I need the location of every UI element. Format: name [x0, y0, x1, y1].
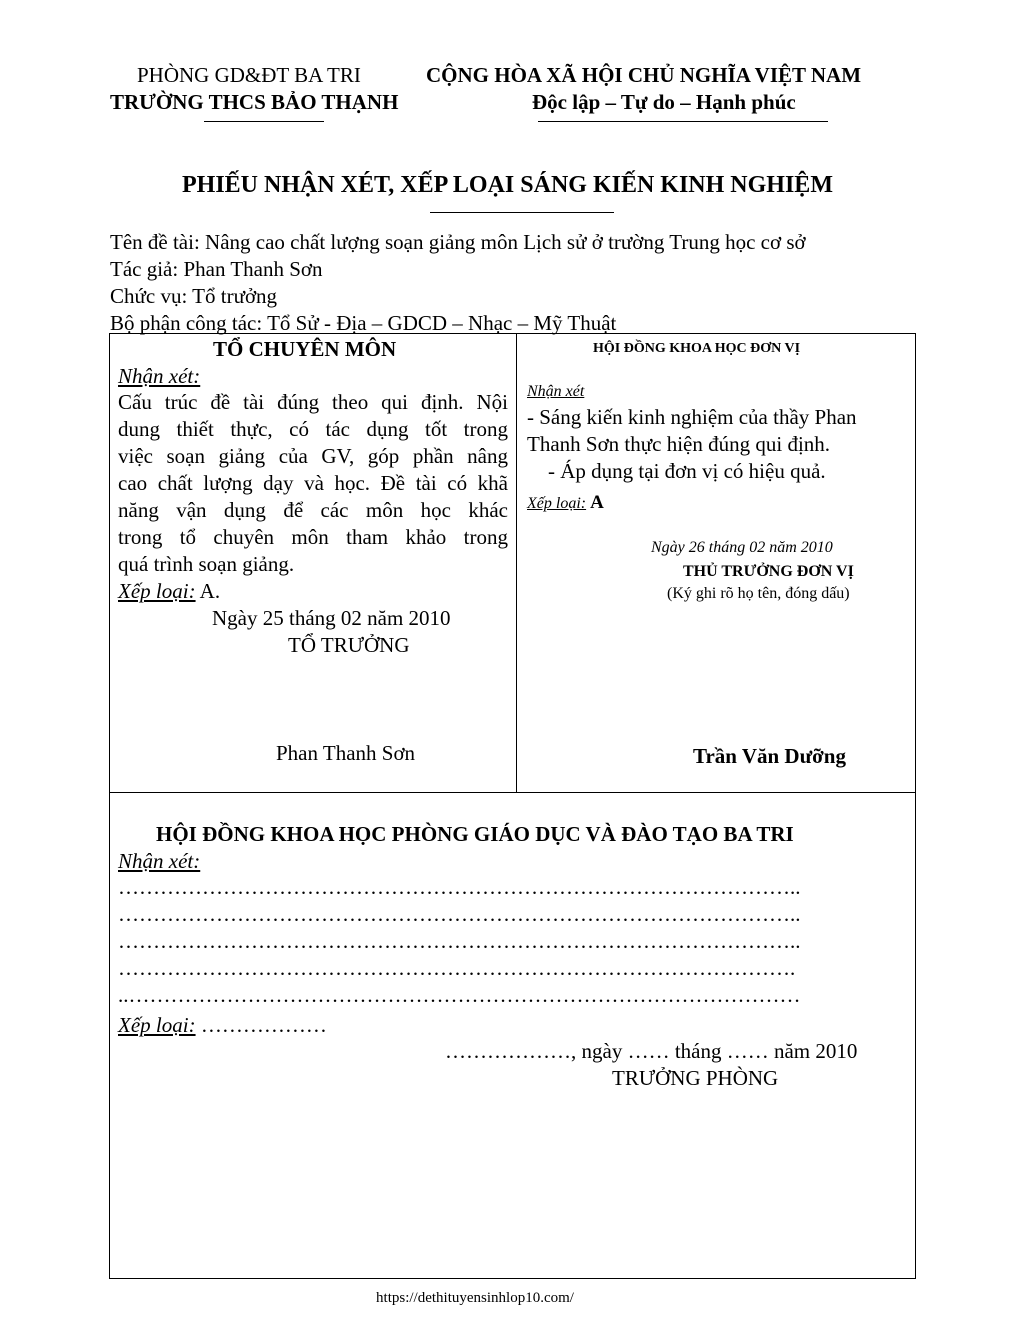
- left-grade-label: Xếp loại:: [118, 579, 196, 603]
- left-signer: Phan Thanh Sơn: [276, 741, 416, 765]
- comment-dot-line: ..……………………………………………………………………………………: [118, 983, 801, 1007]
- right-comment-label: Nhận xét: [527, 383, 585, 400]
- bottom-grade: [118, 1012, 327, 1038]
- motto-underline: [538, 121, 828, 122]
- right-role: THỦ TRƯỞNG ĐƠN VỊ: [683, 563, 854, 580]
- comment-dot-line: ……………………………………………………………………………………..: [118, 902, 801, 926]
- department-name: PHÒNG GD&ĐT BA TRI: [137, 63, 361, 87]
- right-grade-value: A: [590, 492, 604, 513]
- bottom-role: TRƯỞNG PHÒNG: [612, 1066, 779, 1090]
- left-comment-text: [118, 389, 508, 578]
- left-comment-line: Cấu trúc đề tài đúng theo qui định. Nội: [118, 390, 508, 414]
- country-name: CỘNG HÒA XÃ HỘI CHỦ NGHĨA VIỆT NAM: [426, 63, 862, 87]
- right-comment-line: - Sáng kiến kinh nghiệm của thầy Phan: [527, 405, 857, 429]
- row-divider: [109, 792, 916, 793]
- left-comment-line: năng vận dụng để các môn học khác: [118, 498, 508, 522]
- column-divider: [516, 333, 517, 793]
- comment-dot-line: ……………………………………………………………………………………..: [118, 929, 801, 953]
- left-comment-line: trong tổ chuyên môn tham khảo trong: [118, 525, 508, 549]
- footer-url: https://dethituyensinhlop10.com/: [376, 1290, 574, 1306]
- bottom-comment-label: Nhận xét:: [118, 849, 201, 873]
- left-comment-label: Nhận xét:: [118, 364, 201, 388]
- school-underline: [204, 121, 324, 122]
- national-motto: Độc lập – Tự do – Hạnh phúc: [532, 90, 796, 114]
- bottom-panel-heading: HỘI ĐỒNG KHOA HỌC PHÒNG GIÁO DỤC VÀ ĐÀO TẠO BA TRI: [156, 822, 794, 846]
- position-line: Chức vụ: Tổ trưởng: [110, 284, 278, 308]
- right-signer: Trần Văn Dưỡng: [693, 744, 846, 768]
- comment-dot-line: …………………………………………………………………………………….: [118, 956, 796, 980]
- title-underline: [430, 212, 614, 213]
- right-date: Ngày 26 tháng 02 năm 2010: [651, 539, 833, 556]
- right-panel-heading: HỘI ĐỒNG KHOA HỌC ĐƠN VỊ: [593, 341, 801, 356]
- school-name: TRƯỜNG THCS BẢO THẠNH: [110, 90, 399, 114]
- department-line: Bộ phận công tác: Tổ Sử - Địa – GDCD – Nhạc – Mỹ Thuật: [110, 311, 617, 335]
- left-comment-line: dung thiết thực, có tác dụng tốt trong: [118, 417, 508, 441]
- left-comment-line: việc soạn giảng của GV, góp phần nâng: [118, 444, 508, 468]
- left-grade-value: A.: [195, 579, 221, 603]
- left-comment-line: quá trình soạn giảng.: [118, 552, 295, 576]
- left-date: Ngày 25 tháng 02 năm 2010: [212, 606, 451, 630]
- comment-dot-line: ……………………………………………………………………………………..: [118, 875, 801, 899]
- left-comment-line: cao chất lượng dạy và học. Đề tài có khã: [118, 471, 508, 495]
- left-panel-heading: TỔ CHUYÊN MÔN: [213, 337, 397, 361]
- right-role-note: (Ký ghi rõ họ tên, đóng dấu): [667, 585, 850, 602]
- right-grade: [527, 492, 604, 515]
- left-grade: [118, 578, 220, 604]
- bottom-grade-label: Xếp loại:: [118, 1013, 196, 1037]
- page-title: PHIẾU NHẬN XÉT, XẾP LOẠI SÁNG KIẾN KINH NGHIỆM: [182, 172, 833, 198]
- bottom-grade-value: ………………: [195, 1013, 327, 1037]
- right-comment-line: Thanh Sơn thực hiện đúng qui định.: [527, 432, 831, 456]
- right-comment-line: - Áp dụng tại đơn vị có hiệu quả.: [548, 459, 826, 483]
- left-role: TỔ TRƯỞNG: [288, 633, 410, 657]
- right-grade-label: Xếp loại:: [527, 495, 587, 512]
- bottom-date: ………………, ngày …… tháng …… năm 2010: [445, 1039, 858, 1063]
- topic-line: Tên đề tài: Nâng cao chất lượng soạn giảng môn Lịch sử ở trường Trung học cơ sở: [110, 230, 806, 254]
- author-line: Tác giả: Phan Thanh Sơn: [110, 257, 323, 281]
